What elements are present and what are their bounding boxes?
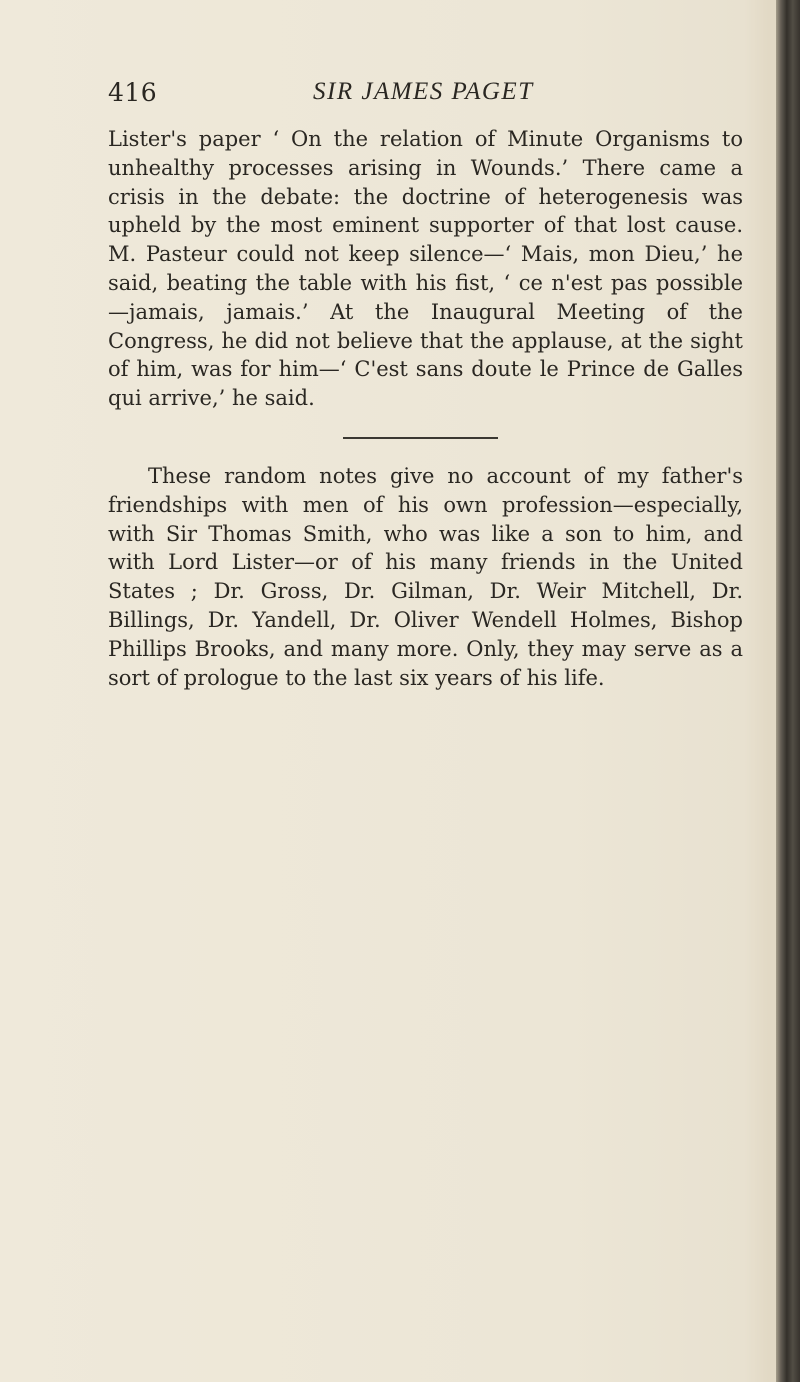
paragraph-text: These random notes give no account of my father's friendships with men of his own profession—especially, with Sir Thomas Smith, who was like a son to him, and with Lord Lister—or of his many friends in the United States ; Dr. Gross, Dr. Gilman, Dr. Weir Mitchell, Dr. Billings, Dr. Yandell, Dr. Oliver Wendell Holmes, Bishop Phillips Brooks, and many more. Only, they may serve as a sort of prologue to the last six years of his life. (108, 464, 743, 690)
paragraph-1 (108, 125, 743, 413)
section-divider (343, 437, 498, 439)
book-binding-edge (776, 0, 800, 1382)
page-number: 416 (108, 78, 158, 107)
paragraph-2 (108, 462, 743, 692)
page-header (108, 78, 748, 118)
running-head: SIR JAMES PAGET (313, 78, 534, 105)
paragraph-text: Lister's paper ‘ On the relation of Minute Organisms to unhealthy processes arising in Wounds.’ There came a crisis in the debate: the doctrine of heterogenesis was upheld by the most eminent supporter of that lost cause. M. Pasteur could not keep silence—‘ Mais, mon Dieu,’ he said, beating the table with his fist, ‘ ce n'est pas possible—jamais, jamais.’ At the Inaugural Meeting of the Congress, he did not believe that the applause, at the sight of him, was for him—‘ C'est sans doute le Prince de Galles qui arrive,’ he said. (108, 127, 743, 411)
